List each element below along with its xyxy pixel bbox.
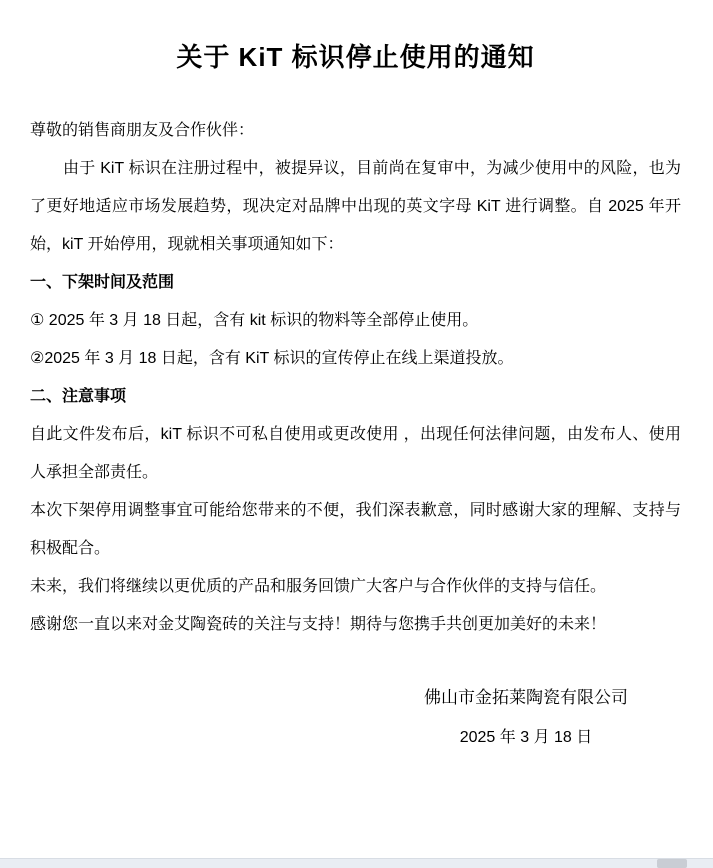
section1-heading: 一、下架时间及范围 [30,274,175,291]
section1-item-1: ① 2025 年 3 月 18 日起，含有 kit 标识的物料等全部停止使用。 [30,312,479,329]
signature-block [396,678,656,758]
section1-item-2: ②2025 年 3 月 18 日起，含有 KiT 标识的宣传停止在线上渠道投放。 [30,350,514,367]
salutation: 尊敬的销售商朋友及合作伙伴： [30,122,255,139]
section2-paragraph-1: 自此文件发布后，kiT 标识不可私自使用或更改使用 ，出现任何法律问题，由发布人、使用人承担全部责任。 [30,426,681,481]
section2-heading: 二、注意事项 [30,388,127,405]
section2-paragraph-3: 未来，我们将继续以更优质的产品和服务回馈广大客户与合作伙伴的支持与信任。 [30,578,607,595]
section2-paragraph-2: 本次下架停用调整事宜可能给您带来的不便，我们深表歉意，同时感谢大家的理解、支持与积极配合。 [30,502,681,557]
signature-date: 2025 年 3 月 18 日 [459,729,593,746]
signature-company: 佛山市金拓莱陶瓷有限公司 [424,688,628,707]
section2-paragraph-4: 感谢您一直以来对金艾陶瓷砖的关注与支持！期待与您携手共创更加美好的未来！ [30,616,607,633]
bottom-bar-thumb [657,859,687,868]
bottom-bar [0,858,713,868]
document-title: 关于 KiT 标识停止使用的通知 [176,42,535,72]
intro-paragraph: 由于 KiT 标识在注册过程中，被提异议，目前尚在复审中，为减少使用中的风险，也为了更好地适应市场发展趋势，现决定对品牌中出现的英文字母 KiT 进行调整。自 2025 年开始，kiT 开始停用，现就相关事项通知如下： [30,160,681,253]
